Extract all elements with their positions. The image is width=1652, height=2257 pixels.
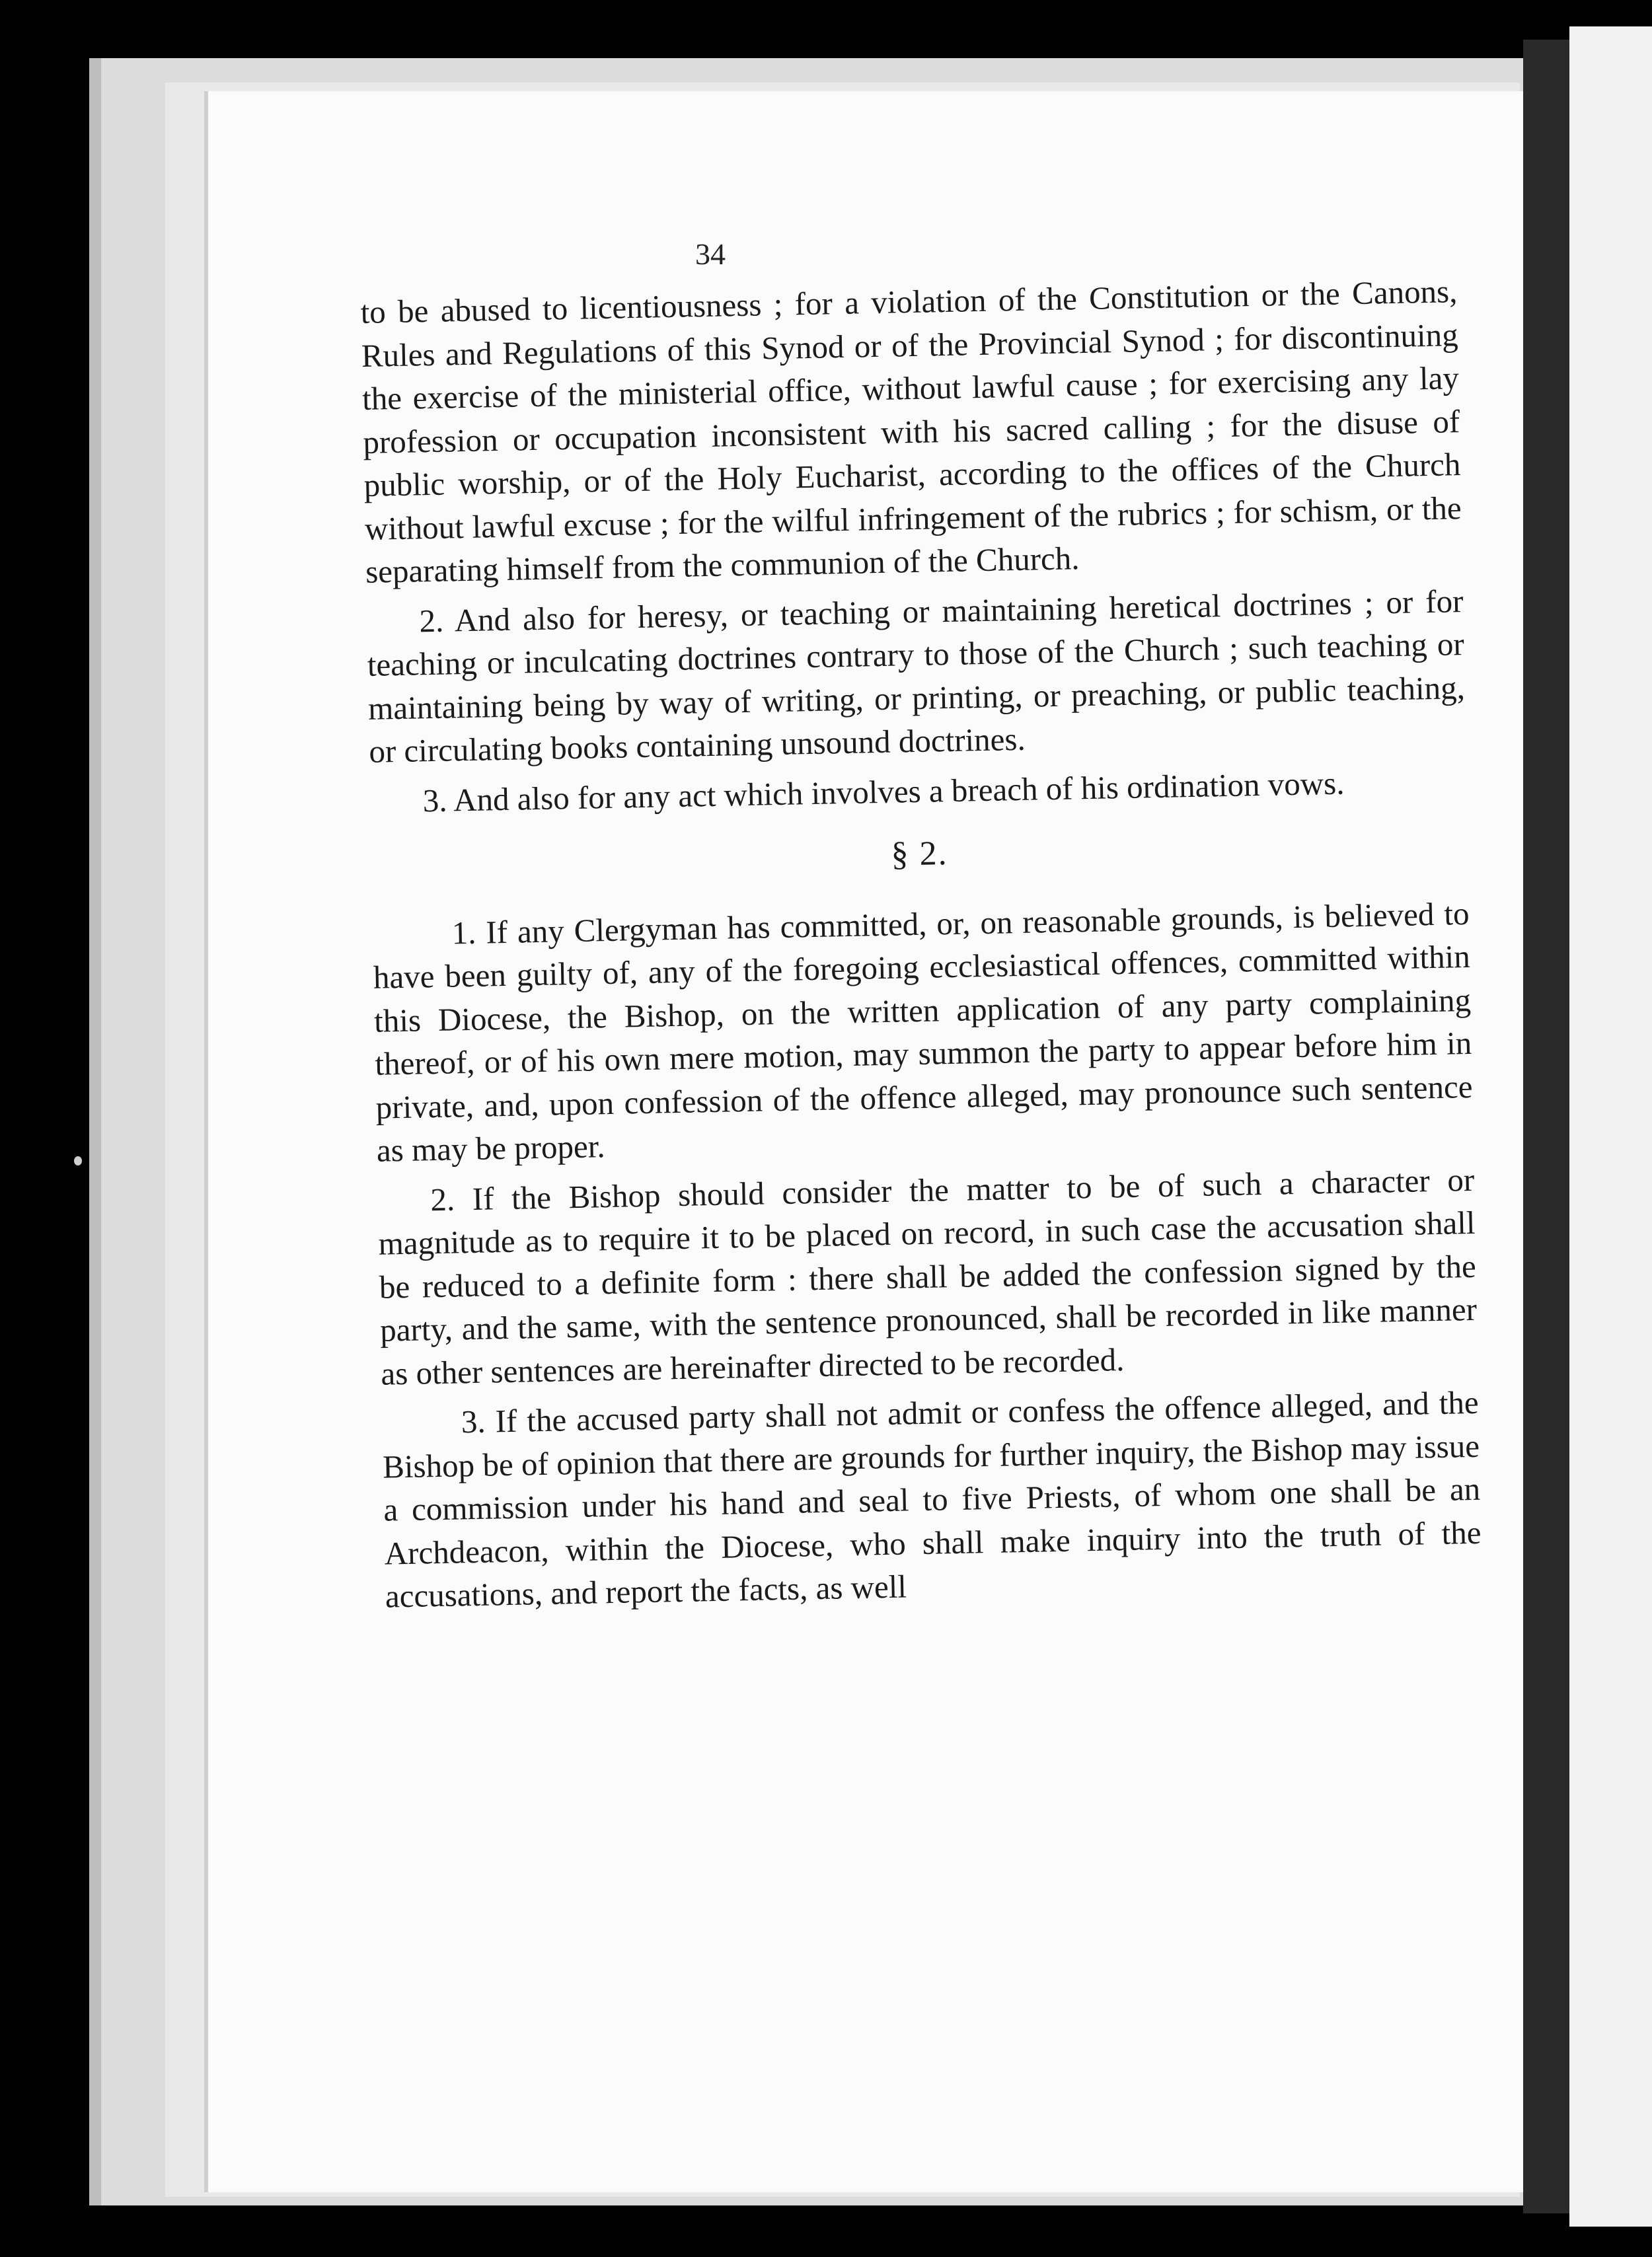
section-heading: § 2.: [890, 834, 949, 873]
facing-page-edge: [1569, 26, 1652, 2227]
page-body-text: [360, 270, 1482, 1625]
scan-speck: [74, 1156, 82, 1166]
paragraph-heresy: 2. And also for heresy, or teaching or maintaining heretical doctrines ; or for teaching or inculcating doctrines contrary to those of the Church ; such teaching or maintaining being by way of writing, or printing, or preaching, or public teaching, or circulating books containing unsound doctrines.: [367, 582, 1466, 770]
book-binding: [1523, 40, 1569, 2213]
paragraph-commission: 3. If the accused party shall not admit or confess the offence alleged, and the Bishop be of opinion that there are grounds for further inquiry, the Bishop may issue a commission under his hand and seal to five Priests, of whom one shall be an Archdeacon, within the Diocese, who shall make inquiry into the truth of the accusations, and report the facts, as well: [382, 1384, 1482, 1615]
paragraph-ordination-vows: 3. And also for any act which involves a breach of his ordination vows.: [422, 764, 1345, 819]
paragraph-continued: to be abused to licentiousness ; for a violation of the Constitution or the Canons, Rules and Regulations of this Synod or of the Provincial Synod ; for discontinuing the exercise of the ministerial office, without lawful cause ; for exercising any lay profession or occupation inconsistent with his sacred calling ; for the disuse of public worship, or of the Holy Eucharist, according to the offices of the Church without lawful excuse ; for the wilful infringement of the rubrics ; for schism, or the separating himself from the communion of the Church.: [360, 273, 1462, 590]
page-number: 34: [695, 237, 726, 271]
paragraph-record: 2. If the Bishop should consider the matter to be of such a character or magnitude as to require it to be placed on record, in such case the accusation shall be reduced to a definite form : there shall be added the confession signed by the party, and the same, with the sentence pronounced, shall be recorded in like manner as other sentences are hereinafter directed to be recorded.: [378, 1161, 1478, 1392]
paragraph-summon: 1. If any Clergyman has committed, or, on reasonable grounds, is believed to have been guilty of, any of the foregoing ecclesiastical offences, committed within this Diocese, the Bishop, on the written application of any party complaining thereof, or of his own mere motion, may summon the party to appear before him in private, and, upon confession of the offence alleged, may pronounce such sentence as may be proper.: [373, 895, 1473, 1169]
